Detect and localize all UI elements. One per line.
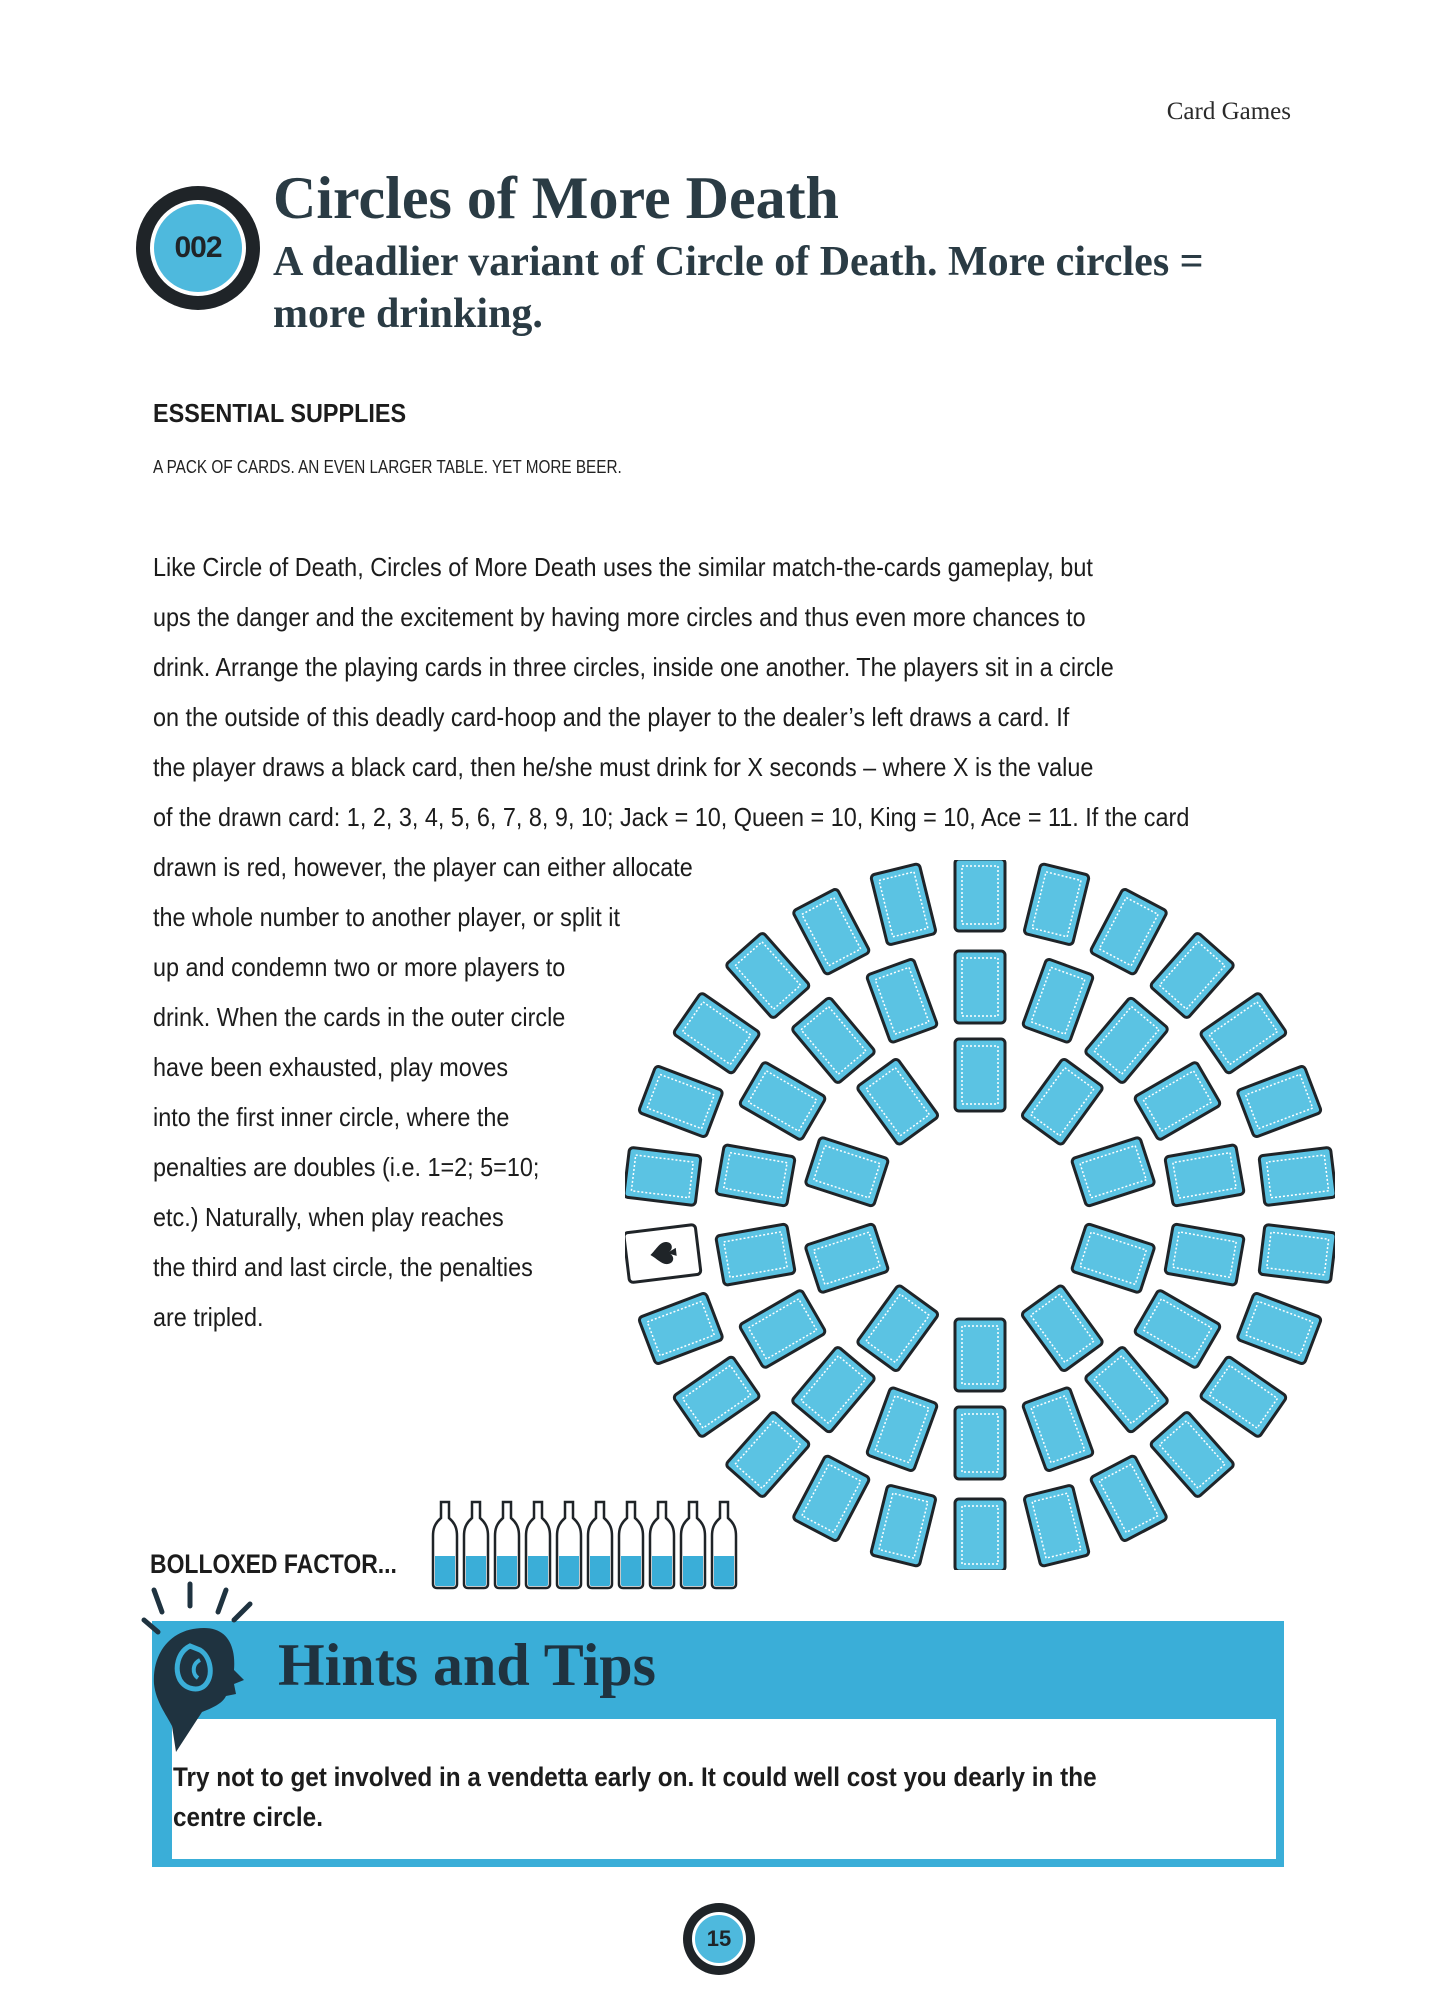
outer-ring-card bbox=[1200, 992, 1288, 1074]
body-line: into the first inner circle, where the bbox=[153, 1102, 510, 1132]
inner-ring-card bbox=[1021, 1284, 1104, 1372]
hints-text: Try not to get involved in a vendetta early on. It could well cost you dearly in the centre circle. bbox=[173, 1762, 1097, 1832]
outer-ring-card bbox=[1090, 1455, 1168, 1542]
middle-ring-card bbox=[791, 997, 876, 1084]
middle-ring-card bbox=[1165, 1224, 1245, 1286]
outer-ring-card bbox=[625, 1147, 701, 1205]
page-subtitle: A deadlier variant of Circle of Death. More circles = more drinking. bbox=[273, 239, 1204, 337]
bolloxed-bottles bbox=[428, 1500, 758, 1590]
middle-ring-card bbox=[955, 951, 1005, 1023]
middle-ring-card bbox=[739, 1289, 826, 1368]
outer-ring-card bbox=[673, 1356, 761, 1438]
outer-ring-card bbox=[1259, 1147, 1335, 1205]
bottle-icon bbox=[526, 1502, 550, 1588]
outer-ring-card bbox=[725, 1411, 810, 1498]
supplies-heading: ESSENTIAL SUPPLIES bbox=[153, 398, 407, 428]
outer-ring-card bbox=[792, 1455, 870, 1542]
middle-ring-card bbox=[955, 1407, 1005, 1479]
body-line: drink. Arrange the playing cards in three circles, inside one another. The players sit in a circle bbox=[153, 652, 1114, 682]
middle-ring-card bbox=[1165, 1145, 1245, 1207]
outer-ring-card bbox=[1024, 863, 1090, 945]
middle-ring-card bbox=[791, 1346, 876, 1433]
section-label: Card Games bbox=[1166, 98, 1291, 125]
inner-ring-card bbox=[805, 1137, 889, 1207]
bolloxed-factor-label: BOLLOXED FACTOR... bbox=[150, 1549, 397, 1579]
outer-ring-card bbox=[1259, 1224, 1335, 1282]
body-line: penalties are doubles (i.e. 1=2; 5=10; bbox=[153, 1152, 540, 1182]
bottle-icon bbox=[712, 1502, 736, 1588]
body-line: ups the danger and the excitement by having more circles and thus even more chances to bbox=[153, 602, 1086, 632]
body-line: Like Circle of Death, Circles of More Death uses the similar match-the-cards gameplay, but bbox=[153, 552, 1093, 582]
bottle-icon bbox=[464, 1502, 488, 1588]
middle-ring-card bbox=[1022, 1387, 1094, 1472]
outer-ring-card bbox=[725, 932, 810, 1019]
game-number-badge bbox=[136, 186, 260, 310]
bottle-icon bbox=[557, 1502, 581, 1588]
supplies-text: A PACK OF CARDS. AN EVEN LARGER TABLE. YET MORE BEER. bbox=[153, 457, 622, 477]
page-title: Circles of More Death bbox=[273, 165, 839, 231]
middle-ring-card bbox=[1084, 1346, 1169, 1433]
body-line: on the outside of this deadly card-hoop and the player to the dealer’s left draws a card. If bbox=[153, 702, 1070, 732]
body-line: up and condemn two or more players to bbox=[153, 952, 566, 982]
outer-ring-card bbox=[1150, 932, 1235, 1019]
body-line: drawn is red, however, the player can either allocate bbox=[153, 852, 693, 882]
hints-title: Hints and Tips bbox=[278, 1632, 657, 1698]
body-line: of the drawn card: 1, 2, 3, 4, 5, 6, 7, 8, 9, 10; Jack = 10, Queen = 10, King = 10, Ace = 11. If the card bbox=[153, 802, 1190, 832]
bottle-icon bbox=[588, 1502, 612, 1588]
outer-ring-card bbox=[1150, 1411, 1235, 1498]
inner-ring-card bbox=[1021, 1058, 1104, 1146]
body-line: the third and last circle, the penalties bbox=[153, 1252, 533, 1282]
body-line: are tripled. bbox=[153, 1302, 264, 1332]
outer-ring-card bbox=[955, 1499, 1005, 1570]
body-line: the whole number to another player, or split it bbox=[153, 902, 620, 932]
card-circle-diagram bbox=[625, 860, 1335, 1570]
bottle-icon bbox=[650, 1502, 674, 1588]
middle-ring-card bbox=[1084, 997, 1169, 1084]
outer-ring-card bbox=[871, 1485, 937, 1567]
middle-ring-card bbox=[716, 1224, 796, 1286]
outer-ring-card bbox=[638, 1065, 723, 1137]
inner-ring-card bbox=[856, 1284, 939, 1372]
outer-ring-card bbox=[792, 888, 870, 975]
outer-ring-card bbox=[1237, 1292, 1322, 1364]
outer-ring-card bbox=[673, 992, 761, 1074]
outer-ring-card bbox=[625, 1224, 701, 1282]
middle-ring-card bbox=[739, 1061, 826, 1140]
middle-ring-card bbox=[1022, 958, 1094, 1043]
inner-ring-card bbox=[1071, 1223, 1155, 1293]
outer-ring-card bbox=[955, 860, 1005, 931]
inner-ring-card bbox=[955, 1039, 1005, 1111]
body-line: drink. When the cards in the outer circle bbox=[153, 1002, 566, 1032]
middle-ring-card bbox=[866, 958, 938, 1043]
outer-ring-card bbox=[1237, 1065, 1322, 1137]
outer-ring-card bbox=[1090, 888, 1168, 975]
body-line: have been exhausted, play moves bbox=[153, 1052, 509, 1082]
inner-ring-card bbox=[805, 1223, 889, 1293]
outer-ring-card bbox=[638, 1292, 723, 1364]
page-number-badge bbox=[683, 1903, 755, 1975]
page-number: 15 bbox=[706, 1926, 732, 1951]
bottle-icon bbox=[681, 1502, 705, 1588]
bottle-icon bbox=[495, 1502, 519, 1588]
outer-ring-card bbox=[871, 863, 937, 945]
bottle-icon bbox=[619, 1502, 643, 1588]
game-number: 002 bbox=[174, 231, 222, 264]
inner-ring-card bbox=[1071, 1137, 1155, 1207]
outer-ring-card bbox=[1024, 1485, 1090, 1567]
inner-ring-card bbox=[856, 1058, 939, 1146]
middle-ring-card bbox=[866, 1387, 938, 1472]
inner-ring-card bbox=[955, 1319, 1005, 1391]
middle-ring-card bbox=[716, 1145, 796, 1207]
middle-ring-card bbox=[1134, 1061, 1221, 1140]
body-line: etc.) Naturally, when play reaches bbox=[153, 1202, 504, 1232]
head-idea-icon bbox=[140, 1580, 270, 1755]
body-line: the player draws a black card, then he/she must drink for X seconds – where X is the value bbox=[153, 752, 1094, 782]
middle-ring-card bbox=[1134, 1289, 1221, 1368]
bottle-icon bbox=[433, 1502, 457, 1588]
outer-ring-card bbox=[1200, 1356, 1288, 1438]
